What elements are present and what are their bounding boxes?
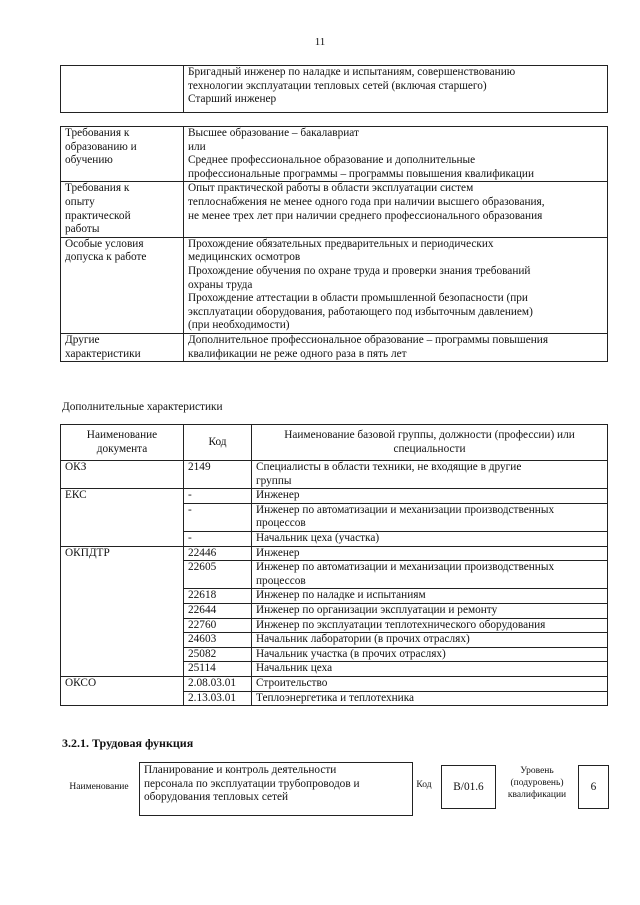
classifier-name <box>252 676 608 691</box>
classifier-name-line: процессов <box>256 517 306 530</box>
classifier-name <box>252 662 608 677</box>
page-number: 11 <box>314 36 326 48</box>
qualification-level-value: 6 <box>578 765 609 809</box>
classifier-name <box>252 647 608 662</box>
classifier-name-line: Специалисты в области техники, не входящие в другие <box>256 461 522 473</box>
header-name-line: Наименование базовой группы, должности (профессии) или <box>284 428 575 441</box>
classifier-code: 22605 <box>184 561 252 589</box>
classifier-name <box>252 603 608 618</box>
requirement-label-line: Требования к <box>65 127 130 139</box>
classifier-code: 25082 <box>184 647 252 662</box>
requirement-value <box>184 237 608 333</box>
requirement-value-line: Дополнительное профессиональное образование – программы повышения <box>188 333 549 346</box>
classifier-document: ОКСО <box>61 676 184 705</box>
function-name-line: оборудования тепловых сетей <box>144 791 289 804</box>
classifier-code: 2.13.03.01 <box>184 691 252 706</box>
requirement-value <box>184 333 608 361</box>
function-name-line: персонала по эксплуатации трубопроводов и <box>144 777 360 790</box>
classifier-name-line: Инженер по автоматизации и механизации производственных <box>256 561 555 574</box>
classifier-name-line: Инженер по эксплуатации теплотехнического оборудования <box>256 618 546 631</box>
classifier-row <box>61 461 608 489</box>
qualification-level-label <box>498 765 576 801</box>
requirement-value-line: эксплуатации оборудования, работающего под избыточным давлением) <box>188 305 533 318</box>
requirement-row <box>61 237 608 333</box>
classifier-name <box>252 691 608 706</box>
classifier-name-line: Инженер <box>256 489 300 502</box>
classifier-code: 2149 <box>184 461 252 489</box>
position-line: Старший инженер <box>188 93 277 106</box>
classifier-name-line: Начальник лаборатории (в прочих отраслях) <box>256 633 470 646</box>
classifier-code: 2.08.03.01 <box>184 676 252 691</box>
classifier-name <box>252 531 608 546</box>
classifier-row <box>61 546 608 561</box>
qualification-level-line: квалификации <box>507 790 567 800</box>
requirement-row <box>61 182 608 237</box>
requirement-value-line: охраны труда <box>188 278 253 291</box>
classifier-name-line: Инженер <box>256 546 300 559</box>
additional-characteristics-caption: Дополнительные характеристики <box>62 401 223 413</box>
requirement-value-line: Опыт практической работы в области эксплуатации систем <box>188 182 474 195</box>
requirement-value-line: не менее трех лет при наличии среднего профессионального образования <box>188 209 543 222</box>
classifier-name-line: Теплоэнергетика и теплотехника <box>256 691 415 704</box>
function-name-value <box>139 762 413 816</box>
qualification-level-line: (подуровень) <box>510 778 564 788</box>
function-name-label: Наименование <box>69 782 129 792</box>
classifier-code: 22446 <box>184 546 252 561</box>
positions-list <box>184 66 608 113</box>
classifier-name <box>252 561 608 589</box>
header-code: Код <box>184 425 252 461</box>
requirement-label-line: работы <box>65 223 100 236</box>
requirement-label-line: опыту <box>65 195 95 208</box>
function-code-label: Код <box>416 780 432 790</box>
requirement-label <box>61 237 184 333</box>
classifier-name <box>252 489 608 504</box>
classifier-code: 24603 <box>184 633 252 648</box>
requirement-label-line: допуска к работе <box>65 251 147 264</box>
classifier-name-line: Начальник цеха <box>256 662 333 675</box>
additional-characteristics-table <box>60 424 608 706</box>
classifier-name <box>252 461 608 489</box>
classifier-name-line: процессов <box>256 574 306 587</box>
requirement-value-line: Прохождение обучения по охране труда и проверки знания требований <box>188 264 531 277</box>
requirement-value-line: Прохождение аттестации в области промышленной безопасности (при <box>188 292 528 305</box>
requirements-table <box>60 126 608 362</box>
classifier-row <box>61 676 608 691</box>
positions-table <box>60 65 608 113</box>
header-document-line: Наименование <box>86 428 158 441</box>
requirement-value-line: Прохождение обязательных предварительных и периодических <box>188 237 494 250</box>
classifier-name <box>252 618 608 633</box>
classifier-code: 22618 <box>184 589 252 604</box>
classifier-code: - <box>184 503 252 531</box>
requirement-value-line: профессиональные программы – программы повышения квалификации <box>188 167 535 180</box>
classifier-name-line: Инженер по автоматизации и механизации производственных <box>256 503 555 516</box>
function-name-line: Планирование и контроль деятельности <box>144 764 337 776</box>
header-name <box>252 425 608 461</box>
requirement-label <box>61 333 184 361</box>
requirement-value-line: Среднее профессиональное образование и дополнительные <box>188 154 476 167</box>
classifier-name <box>252 546 608 561</box>
requirement-value-line: Высшее образование – бакалавриат <box>188 127 359 139</box>
requirement-label-line: практической <box>65 209 131 222</box>
classifier-document: ОКЗ <box>61 461 184 489</box>
position-line: технологии эксплуатации тепловых сетей (включая старшего) <box>188 79 487 92</box>
requirement-label-line: Другие <box>65 333 100 346</box>
header-document-line: документа <box>96 442 148 455</box>
classifier-code: - <box>184 531 252 546</box>
header-document <box>61 425 184 461</box>
classifier-code: 22760 <box>184 618 252 633</box>
requirement-label-line: Требования к <box>65 182 130 195</box>
classifier-name-line: Начальник участка (в прочих отраслях) <box>256 647 446 660</box>
requirement-row <box>61 127 608 182</box>
section-title: 3.2.1. Трудовая функция <box>62 736 194 750</box>
classifier-name <box>252 589 608 604</box>
position-line: Бригадный инженер по наладке и испытаниям, совершенствованию <box>188 66 516 78</box>
classifier-code: - <box>184 489 252 504</box>
requirement-value-line: (при необходимости) <box>188 319 290 332</box>
function-code-value: В/01.6 <box>441 765 496 809</box>
classifier-name <box>252 503 608 531</box>
classifier-code: 22644 <box>184 603 252 618</box>
requirement-label <box>61 127 184 182</box>
requirement-value-line: медицинских осмотров <box>188 251 301 264</box>
requirement-value <box>184 127 608 182</box>
requirement-row <box>61 333 608 361</box>
classifier-document: ОКПДТР <box>61 546 184 676</box>
requirement-label <box>61 182 184 237</box>
classifier-code: 25114 <box>184 662 252 677</box>
classifier-name-line: Инженер по наладке и испытаниям <box>256 589 426 602</box>
requirement-value-line: или <box>188 140 206 153</box>
requirement-label-line: образованию и <box>65 140 137 153</box>
classifier-name-line: Начальник цеха (участка) <box>256 531 380 544</box>
positions-empty-cell <box>61 66 184 113</box>
classifier-name-line: Строительство <box>256 676 328 689</box>
classifier-name <box>252 633 608 648</box>
requirement-value-line: квалификации не реже одного раза в пять лет <box>188 347 407 360</box>
header-name-line: специальности <box>393 442 466 455</box>
qualification-level-line: Уровень <box>520 766 554 776</box>
requirement-value <box>184 182 608 237</box>
classifier-document: ЕКС <box>61 489 184 546</box>
classifier-name-line: группы <box>256 474 292 487</box>
requirement-label-line: Особые условия <box>65 237 144 250</box>
requirement-label-line: характеристики <box>65 347 141 360</box>
classifier-name-line: Инженер по организации эксплуатации и ремонту <box>256 603 498 616</box>
requirement-value-line: теплоснабжения не менее одного года при наличии высшего образования, <box>188 195 545 208</box>
classifier-row <box>61 489 608 504</box>
requirement-label-line: обучению <box>65 154 113 167</box>
